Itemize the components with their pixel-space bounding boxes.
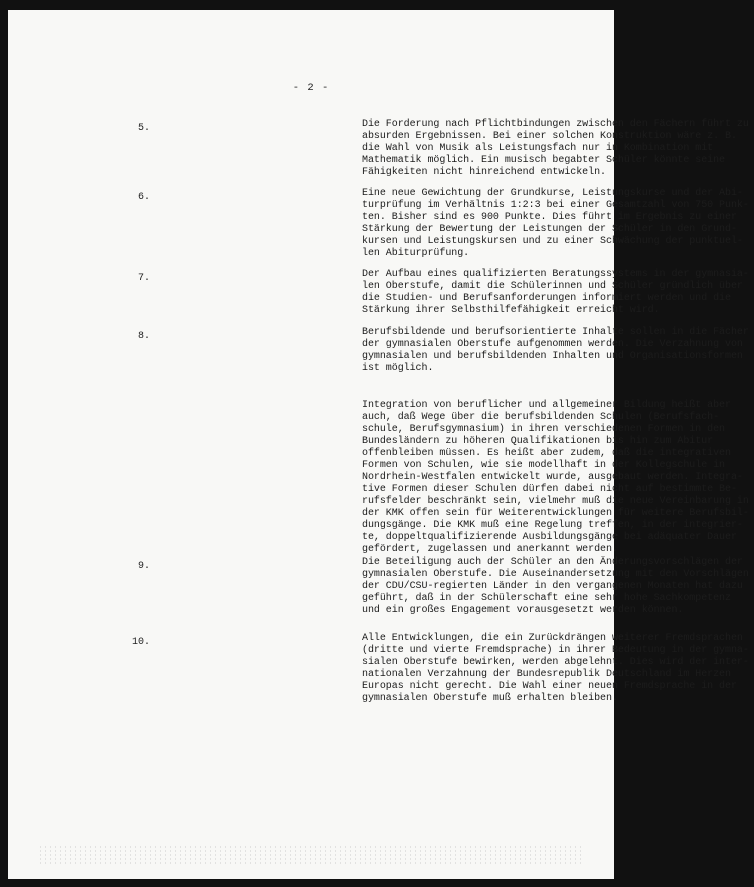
text-line: Stärkung der Bewertung der Leistungen der Schüler in den Grund-: [362, 224, 737, 235]
text-line: die Studien- und Berufsanforderungen informiert werden und die: [362, 293, 731, 304]
text-line: geführt, daß in der Schülerschaft eine sehr hohe Sachkompetenz: [362, 593, 731, 604]
text-line: Eine neue Gewichtung der Grundkurse, Leistungskurse und der Abi-: [362, 188, 743, 199]
text-line: Berufsbildende und berufsorientierte Inhalte sollen in die Fächer: [362, 327, 749, 338]
text-line: der KMK offen sein für Weiterentwicklungen für weitere Berufsbil-: [362, 508, 749, 519]
text-line: gymnasialen Oberstufe muß erhalten bleiben.: [362, 693, 618, 704]
text-line: rufsfelder beschränkt sein, vielmehr muß die neue Vereinbarung in: [362, 496, 749, 507]
text-line: schule, Berufsgymnasium) in ihren verschiedenen Formen in den: [362, 424, 726, 435]
item-number: 5.: [138, 123, 151, 134]
text-line: absurden Ergebnissen. Bei einer solchen Konstruktion wäre z. B.: [362, 131, 737, 142]
text-line: gymnasialen und berufsbildenden Inhalten und Organisationsformen: [362, 351, 743, 362]
item-number: 10.: [132, 637, 151, 648]
text-line: (dritte und vierte Fremdsprache) in ihrer Bedeutung in der gymna-: [362, 645, 749, 656]
text-line: ist möglich.: [362, 363, 434, 374]
text-line: Fähigkeiten nicht hinreichend entwickeln.: [362, 167, 606, 178]
text-line: Alle Entwicklungen, die ein Zurückdrängen weiterer Fremdsprachen: [362, 633, 743, 644]
text-line: auch, daß Wege über die berufsbildenden Schulen (Berufsfach-: [362, 412, 720, 423]
document-page: [8, 10, 749, 879]
text-line: nationalen Verzahnung der Bundesrepublik Deutschland im Herzen: [362, 669, 731, 680]
text-line: Bundesländern zu höheren Qualifikationen bis hin zum Abitur: [362, 436, 714, 447]
text-line: turprüfung im Verhältnis 1:2:3 bei einer Gesamtzahl von 750 Punk-: [362, 200, 749, 211]
text-line: Die Beteiligung auch der Schüler an den Änderungsvorschlägen der: [362, 557, 743, 568]
text-line: gymnasialen Oberstufe. Die Auseinandersetzung mit den Vorschlägen: [362, 569, 749, 580]
text-line: te, doppeltqualifizierende Ausbildungsgänge bei adäquater Dauer: [362, 532, 737, 543]
item-number: 7.: [138, 273, 151, 284]
text-line: die Wahl von Musik als Leistungsfach nur in Kombination mit: [362, 143, 714, 154]
page-number: - 2 -: [292, 82, 330, 94]
text-line: Integration von beruflicher und allgemeiner Bildung heißt aber: [362, 400, 731, 411]
item-number: 8.: [138, 331, 151, 342]
scan-noise: [38, 845, 584, 865]
text-line: und ein großes Engagement vorausgesetzt werden können.: [362, 605, 684, 616]
text-line: len Oberstufe, damit die Schülerinnen und Schüler gründlich über: [362, 281, 743, 292]
text-line: Europas nicht gerecht. Die Wahl einer neuen Fremdsprache in der: [362, 681, 737, 692]
item-number: 9.: [138, 561, 151, 572]
text-line: offenbleiben müssen. Es heißt aber zudem, daß die integrativen: [362, 448, 731, 459]
text-line: kursen und Leistungskursen und zu einer Schwächung der punktuel-: [362, 236, 743, 247]
text-line: gefördert, zugelassen und anerkannt werden.: [362, 544, 618, 555]
text-line: Die Forderung nach Pflichtbindungen zwischen den Fächern führt zu: [362, 119, 749, 130]
text-line: Nordrhein-Westfalen entwickelt wurde, ausgebaut werden. Integra-: [362, 472, 743, 483]
text-line: Stärkung ihrer Selbsthilfefähigkeit erreicht wird.: [362, 305, 660, 316]
text-line: dungsgänge. Die KMK muß eine Regelung treffen, in der integrier-: [362, 520, 743, 531]
text-line: tive Formen dieser Schulen dürfen dabei nicht auf bestimmte Be-: [362, 484, 737, 495]
text-line: Formen von Schulen, wie sie modellhaft in der Kollegschule in: [362, 460, 726, 471]
text-line: der gymnasialen Oberstufe aufgenommen werden. Die Verzahnung von: [362, 339, 743, 350]
item-number: 6.: [138, 192, 151, 203]
text-line: Mathematik möglich. Ein musisch begabter Schüler könnte seine: [362, 155, 726, 166]
text-line: Der Aufbau eines qualifizierten Beratungssystems in der gymnasia-: [362, 269, 749, 280]
text-line: len Abiturprüfung.: [362, 248, 470, 259]
text-line: der CDU/CSU-regierten Länder in den vergangenen Monaten hat dazu: [362, 581, 743, 592]
text-line: ten. Bisher sind es 900 Punkte. Dies führt im Ergebnis zu einer: [362, 212, 737, 223]
text-line: sialen Oberstufe bewirken, werden abgelehnt. Dies wird der inter-: [362, 657, 749, 668]
